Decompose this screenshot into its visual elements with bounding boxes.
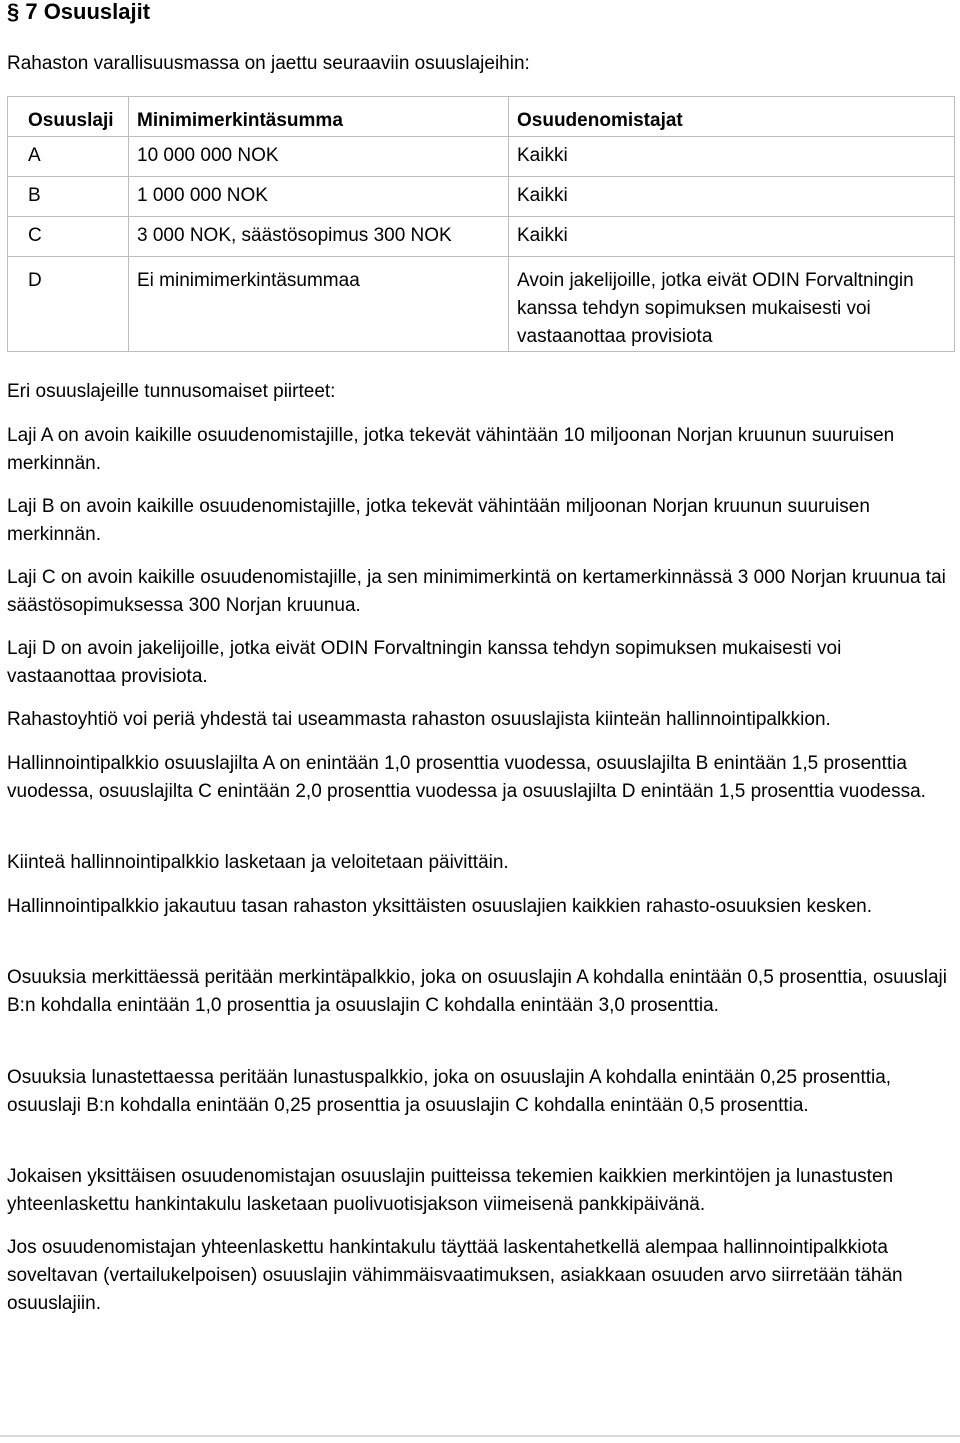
section-title: § 7 Osuuslajit: [7, 0, 151, 24]
table-header-row: [8, 97, 955, 137]
cell-share-class: A: [8, 137, 129, 177]
header-min-subscription: Minimimerkintäsumma: [129, 97, 509, 137]
paragraph-subscription-fee: Osuuksia merkittäessä peritään merkintäpalkkio, joka on osuuslajin A kohdalla enintään 0,5 prosenttia, osuuslaji B:n kohdalla enintään 1,0 prosenttia ja osuuslajin C kohdalla enintään 3,0 prosenttia.: [7, 967, 947, 1016]
bottom-divider: [0, 1435, 960, 1437]
paragraph-class-a: Laji A on avoin kaikille osuudenomistajille, jotka tekevät vähintään 10 miljoonan Norjan kruunun suuruisen merkinnän.: [7, 425, 895, 474]
cell-share-class: C: [8, 217, 129, 257]
paragraph-class-transfer: Jos osuudenomistajan yhteenlaskettu hankintakulu täyttää laskentahetkellä alempaa hallinnointipalkkiota soveltavan (vertailukelpoisen) osuuslajin vähimmäisvaatimuksen, asiakkaan osuuden arvo siirretään tähän osuuslajiin.: [7, 1237, 903, 1314]
header-share-class: Osuuslaji: [8, 97, 129, 137]
table-row: [8, 217, 955, 257]
paragraph-acquisition-cost: Jokaisen yksittäisen osuudenomistajan osuuslajin puitteissa tekemien kaikkien merkintöjen ja lunastusten yhteenlaskettu hankintakulu lasketaan puolivuotisjakson viimeisenä pankkipäivänä.: [7, 1166, 894, 1215]
share-class-table: [7, 96, 955, 352]
paragraph-fee-distribution: Hallinnointipalkkio jakautuu tasan rahaston yksittäisten osuuslajien kaikkien rahasto-osuuksien kesken.: [7, 896, 872, 917]
cell-min-subscription: Ei minimimerkintäsummaa: [129, 257, 509, 352]
paragraph-class-c: Laji C on avoin kaikille osuudenomistajille, ja sen minimimerkintä on kertamerkinnässä 3 000 Norjan kruunua tai säästösopimuksessa 300 Norjan kruunua.: [7, 567, 946, 616]
cell-min-subscription: 3 000 NOK, säästösopimus 300 NOK: [129, 217, 509, 257]
intro-text: Rahaston varallisuusmassa on jaettu seuraaviin osuuslajeihin:: [7, 53, 530, 74]
cell-owners: Kaikki: [509, 217, 955, 257]
paragraph-class-d: Laji D on avoin jakelijoille, jotka eivät ODIN Forvaltningin kanssa tehdyn sopimuksen mukaisesti voi vastaanottaa provisiota.: [7, 638, 842, 687]
paragraph-fee-rates: Hallinnointipalkkio osuuslajilta A on enintään 1,0 prosenttia vuodessa, osuuslajilta B enintään 1,5 prosenttia vuodessa, osuuslajilta C enintään 2,0 prosenttia vuodessa ja osuuslajilta D enintään 1,5 prosenttia vuodessa.: [7, 753, 926, 802]
cell-owners: Kaikki: [509, 177, 955, 217]
header-owners: Osuudenomistajat: [509, 97, 955, 137]
paragraph-features-heading: Eri osuuslajeille tunnusomaiset piirteet:: [7, 381, 336, 402]
table-row: [8, 177, 955, 217]
cell-owners: Avoin jakelijoille, jotka eivät ODIN Forvaltningin kanssa tehdyn sopimuksen mukaisesti voi vastaanottaa provisiota: [509, 257, 955, 352]
cell-min-subscription: 1 000 000 NOK: [129, 177, 509, 217]
table-row: [8, 137, 955, 177]
cell-share-class: B: [8, 177, 129, 217]
paragraph-daily-fee: Kiinteä hallinnointipalkkio lasketaan ja veloitetaan päivittäin.: [7, 852, 509, 873]
cell-min-subscription: 10 000 000 NOK: [129, 137, 509, 177]
table-row: [8, 257, 955, 352]
cell-owners: Kaikki: [509, 137, 955, 177]
paragraph-redemption-fee: Osuuksia lunastettaessa peritään lunastuspalkkio, joka on osuuslajin A kohdalla enintään 0,25 prosenttia, osuuslaji B:n kohdalla enintään 0,25 prosenttia ja osuuslajin C kohdalla enintään 0,5 prosenttia.: [7, 1067, 892, 1116]
paragraph-fixed-fee: Rahastoyhtiö voi periä yhdestä tai useammasta rahaston osuuslajista kiinteän hallinnointipalkkion.: [7, 709, 831, 730]
paragraph-class-b: Laji B on avoin kaikille osuudenomistajille, jotka tekevät vähintään miljoonan Norjan kruunun suuruisen merkinnän.: [7, 496, 870, 545]
cell-share-class: D: [8, 257, 129, 352]
